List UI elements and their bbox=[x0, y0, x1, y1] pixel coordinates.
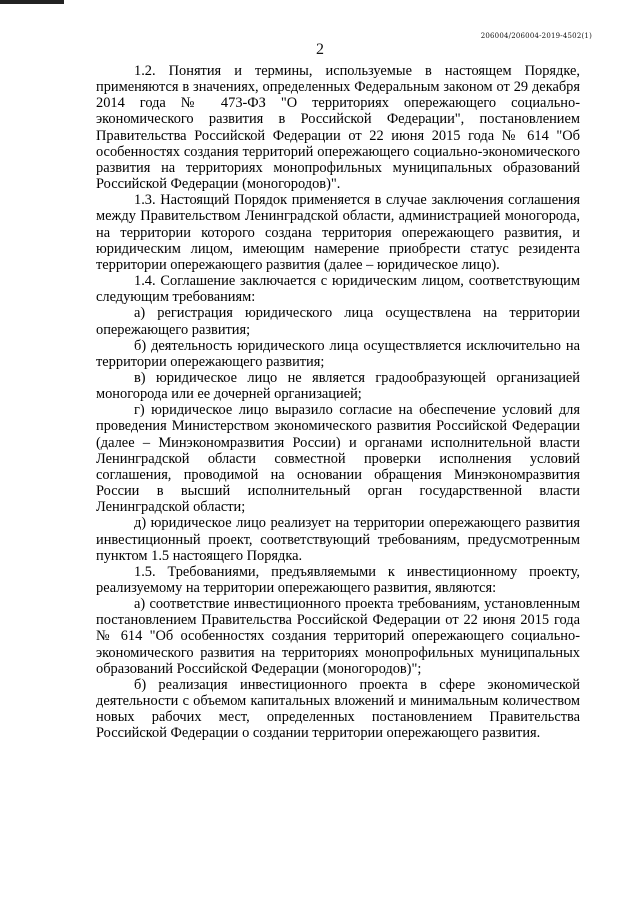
list-item-d: д) юридическое лицо реализует на территории опережающего развития инвестиционный проект, соответствующий требованиям, предусмотренным пунктом 1.5 настоящего Порядка. bbox=[96, 515, 580, 564]
list-item-g: г) юридическое лицо выразило согласие на обеспечение условий для проведения Министерством экономического развития Российской Федерации (далее – Минэкономразвития России) и органами исполнительной власти Ленинградской области совместной проверки исполнения условий соглашения, проводимой на основании обращения Минэкономразвития России в высший исполнительный орган государственной власти Ленинградской области; bbox=[96, 402, 580, 516]
document-body bbox=[96, 63, 580, 742]
document-id: 206004/206004-2019-4502(1) bbox=[480, 32, 592, 40]
paragraph-1-4: 1.4. Соглашение заключается с юридическим лицом, соответствующим следующим требованиям: bbox=[96, 273, 580, 306]
list-item-b: б) деятельность юридического лица осуществляется исключительно на территории опережающего развития; bbox=[96, 337, 580, 370]
list-item-a: а) регистрация юридического лица осуществлена на территории опережающего развития; bbox=[96, 305, 580, 338]
requirement-b: б) реализация инвестиционного проекта в сфере экономической деятельности с объемом капитальных вложений и минимальным количеством новых рабочих мест, определенных постановлением Правительства Российской Федерации о создании территории опережающего развития. bbox=[96, 676, 580, 742]
paragraph-1-5: 1.5. Требованиями, предъявляемыми к инвестиционному проекту, реализуемому на территории опережающего развития, являются: bbox=[96, 563, 580, 596]
top-edge-line bbox=[0, 0, 64, 4]
list-item-v: в) юридическое лицо не является градообразующей организацией моногорода или ее дочерней организацией; bbox=[96, 369, 580, 403]
requirement-a: а) соответствие инвестиционного проекта требованиям, установленным постановлением Правительства Российской Федерации от 22 июня 2015 года № 614 "Об особенностях создания территорий опережающего социально-экономического развития на территориях монопрофильных муниципальных образований Российской Федерации (моногородов)"; bbox=[96, 596, 580, 677]
paragraph-1-2: 1.2. Понятия и термины, используемые в настоящем Порядке, применяются в значениях, определенных Федеральным законом от 29 декабря 2014 года № 473-ФЗ "О территориях опережающего социально-экономического развития в Российской Федерации", постановлением Правительства Российской Федерации от 22 июня 2015 года № 614 "Об особенностях создания территорий опережающего социально-экономического развития на территориях монопрофильных муниципальных образований Российской Федерации (моногородов)". bbox=[96, 63, 580, 193]
page-number: 2 bbox=[316, 41, 324, 58]
paragraph-1-3: 1.3. Настоящий Порядок применяется в случае заключения соглашения между Правительством Ленинградской области, администрацией моногорода, на территории которого создана территория опережающего развития, и юридическим лицом, имеющим намерение приобрести статус резидента территории опережающего развития (далее – юридическое лицо). bbox=[96, 192, 580, 273]
